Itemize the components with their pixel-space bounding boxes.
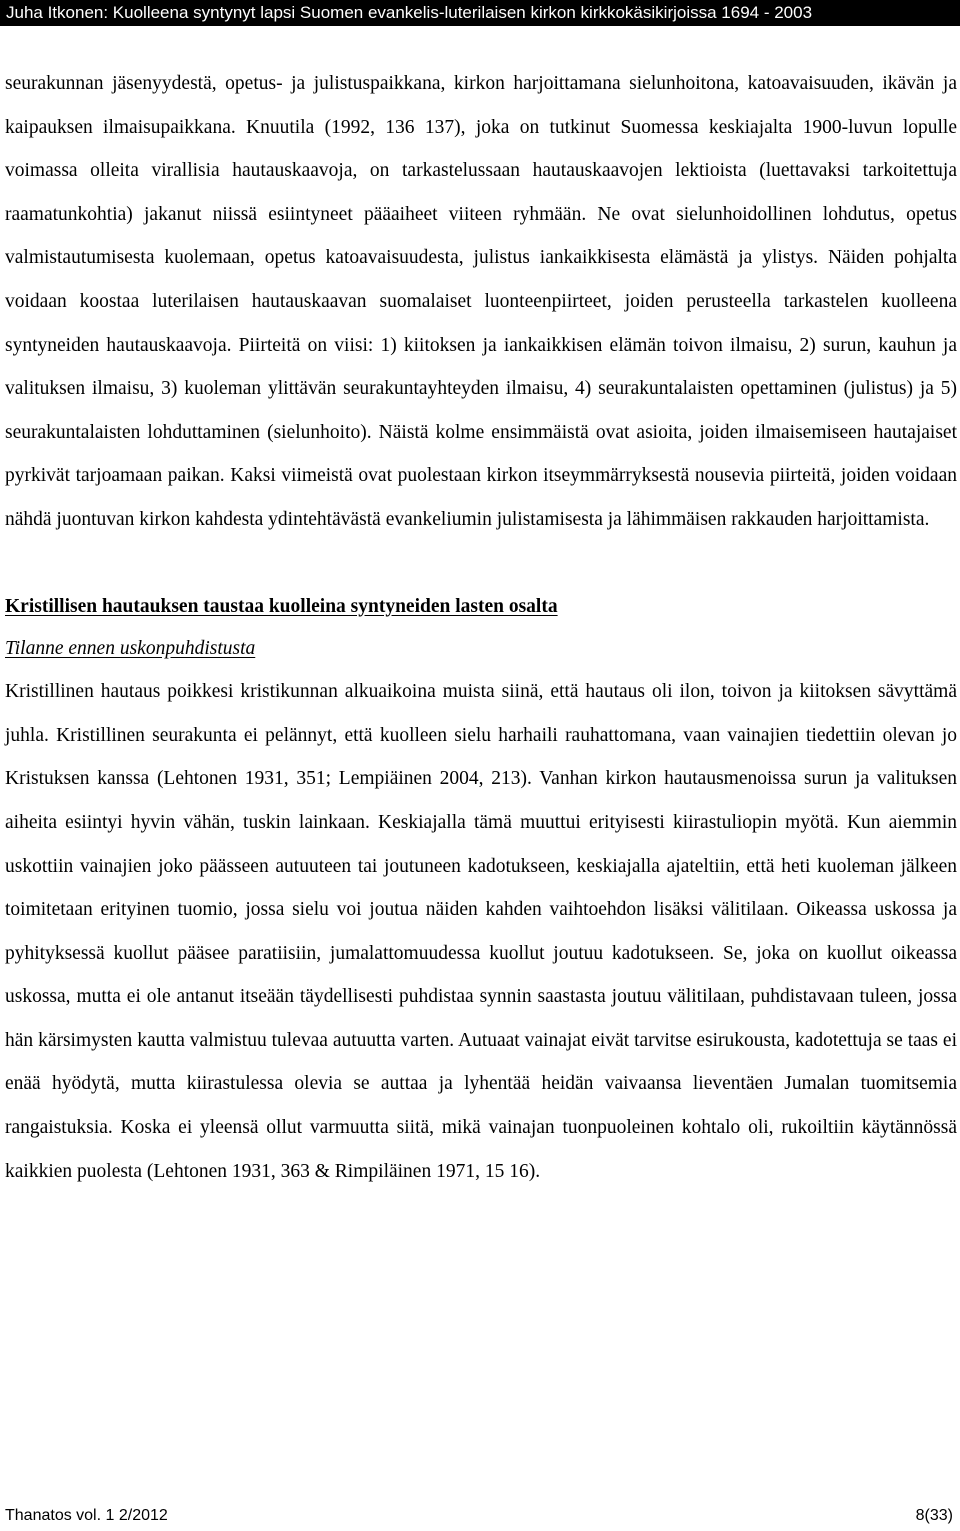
page-footer xyxy=(5,1504,953,1528)
running-title: Juha Itkonen: Kuolleena syntynyt lapsi Suomen evankelis-luterilaisen kirkon kirkkokäsikirjoissa 1694 - 2003 xyxy=(6,3,813,22)
body-paragraph: seurakunnan jäsenyydestä, opetus- ja julistuspaikkana, kirkon harjoittamana sielunhoitona, katoavaisuuden, ikävän ja kaipauksen ilmaisupaikkana. Knuutila (1992, 136 137), joka on tutkinut Suomessa keskiajalta 1900-luvun lopulle voimassa olleita virallisia hautauskaavoja, on tarkastelussaan hautauskaavojen lektioista (luettavaksi tarkoitettuja raamatunkohtia) jakanut niissä esiintyneet pääaiheet viiteen ryhmään. Ne ovat sielunhoidollinen lohdutus, opetus valmistautumisesta kuolemaan, opetus katoavaisuudesta, julistus iankaikkisesta elämästä ja ylistys. Näiden pohjalta voidaan koostaa luterilaisen hautauskaavan suomalaiset luonteenpiirteet, joiden perusteella tarkastelen kuolleena syntyneiden hautauskaavoja. Piirteitä on viisi: 1) kiitoksen ja iankaikkisen elämän toivon ilmaisu, 2) surun, kauhun ja valituksen ilmaisu, 3) kuoleman ylittävän seurakuntayhteyden ilmaisu, 4) seurakuntalaisten opettaminen (julistus) ja 5) seurakuntalaisten lohduttaminen (sielunhoito). Näistä kolme ensimmäistä ovat asioita, joiden ilmaisemiseen hautajaiset pyrkivät tarjoamaan paikan. Kaksi viimeistä ovat puolestaan kirkon itseymmärryksestä nousevia piirteitä, joiden voidaan nähdä juontuvan kirkon kahdesta ydintehtävästä evankeliumin julistamisesta ja lähimmäisen rakkauden harjoittamista. xyxy=(5,73,957,530)
section-heading: Kristillisen hautauksen taustaa kuolleina syntyneiden lasten osalta xyxy=(5,595,558,617)
subsection-heading: Tilanne ennen uskonpuhdistusta xyxy=(5,637,256,659)
body-paragraph: Kristillinen hautaus poikkesi kristikunnan alkuaikoina muista siinä, että hautaus oli ilon, toivon ja kiitoksen sävyttämä juhla. Kristillinen seurakunta ei pelännyt, että kuolleen sielu harhaili rauhattomana, vaan vainajien tiedettiin olevan jo Kristuksen kanssa (Lehtonen 1931, 351; Lempiäinen 2004, 213). Vanhan kirkon hautausmenoissa surun ja valituksen aiheita esiintyi hyvin vähän, tuskin lainkaan. Keskiajalla tämä muuttui erityisesti kiirastuliopin myötä. Kun aiemmin uskottiin vainajien joko päässeen autuuteen tai joutuneen kadotukseen, keskiajalla ajateltiin, että heti kuoleman jälkeen toimitetaan erityinen tuomio, jossa sielu voi joutua näiden kahden vaihtoehdon lisäksi välitilaan. Oikeassa uskossa ja pyhityksessä kuollut pääsee paratiisiin, jumalattomuudessa kuollut joutuu kadotukseen. Se, joka on kuollut oikeassa uskossa, mutta ei ole antanut itseään täydellisesti puhdistaa synnin saastasta joutuu välitilaan, puhdistavaan tuleen, jossa hän kärsimysten kautta valmistuu tulevaa autuutta varten. Autuaat vainajat eivät tarvitse esirukousta, kadotettuja se taas ei enää hyödytä, mutta kiirastulessa olevia se auttaa ja lyhentää heidän vaivaansa lieventäen Jumalan tuomitsemia rangaistuksia. Koska ei yleensä ollut varmuutta siitä, mikä vainajan tuonpuoleinen kohtalo oli, rukoiltiin käytännössä kaikkien puolesta (Lehtonen 1931, 363 & Rimpiläinen 1971, 15 16). xyxy=(5,681,957,1182)
paragraph-spacer xyxy=(5,542,957,586)
running-header xyxy=(0,0,960,26)
document-body xyxy=(5,62,957,1193)
publication-info: Thanatos vol. 1 2/2012 xyxy=(5,1507,168,1524)
page-number: 8(33) xyxy=(915,1507,953,1524)
